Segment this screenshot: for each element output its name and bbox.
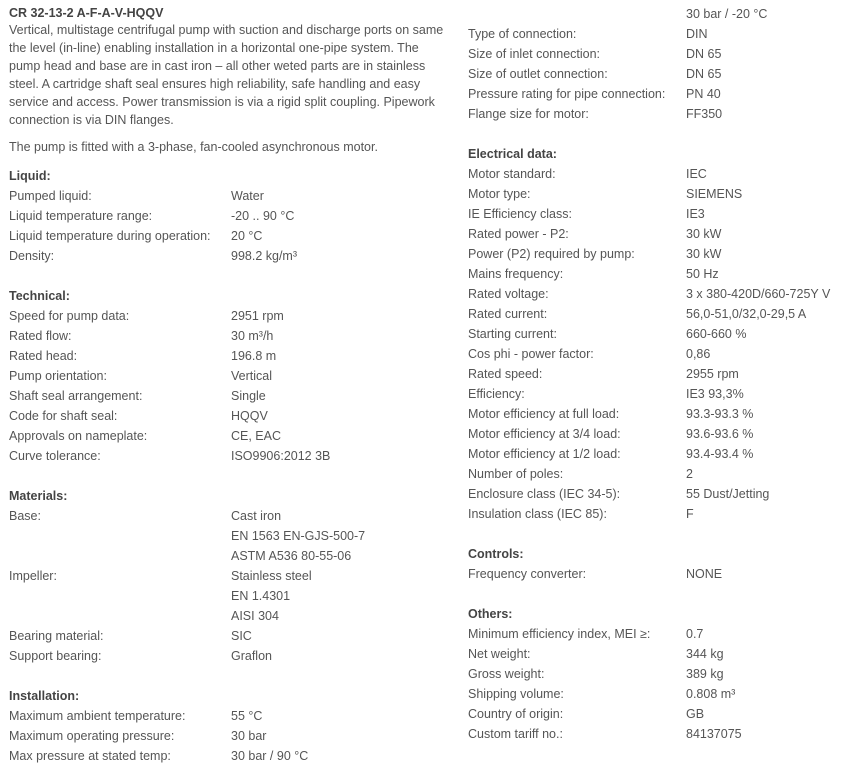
spec-label: Rated current:: [468, 307, 548, 321]
spec-row: [468, 204, 840, 224]
spec-label: Liquid temperature during operation:: [9, 229, 211, 243]
spec-value: EN 1.4301: [231, 589, 291, 603]
spec-row: [468, 104, 840, 124]
spec-label: [9, 606, 231, 626]
installation-section: [9, 686, 449, 766]
spec-value: 84137075: [686, 727, 742, 741]
spec-value: DN 65: [686, 47, 722, 61]
spec-row: [468, 164, 840, 184]
spec-label: Motor efficiency at 1/2 load:: [468, 447, 621, 461]
spec-label: Custom tariff no.:: [468, 727, 563, 741]
spec-label: Cos phi - power factor:: [468, 347, 594, 361]
spec-row: [9, 706, 449, 726]
liquid-section-title: Liquid:: [9, 169, 51, 183]
controls-section-title: Controls:: [468, 547, 524, 561]
spec-label: Gross weight:: [468, 667, 545, 681]
spec-row: [9, 546, 449, 566]
spec-label: Motor standard:: [468, 167, 556, 181]
spec-value: SIC: [231, 629, 252, 643]
spec-label: Base:: [9, 509, 41, 523]
others-section: [468, 604, 840, 744]
spec-value: Vertical: [231, 369, 272, 383]
spec-label: Liquid temperature range:: [9, 209, 153, 223]
spec-label: Net weight:: [468, 647, 531, 661]
spec-value: 30 bar / 90 °C: [231, 749, 309, 763]
installation-continued-section: [468, 4, 840, 124]
spec-label: [9, 546, 231, 566]
left-column: [9, 6, 449, 766]
spec-value: 0.808 m³: [686, 687, 736, 701]
electrical-section-title: Electrical data:: [468, 147, 557, 161]
spec-value: EN 1563 EN-GJS-500-7: [231, 529, 366, 543]
spec-label: Density:: [9, 249, 55, 263]
spec-label: Maximum operating pressure:: [9, 729, 175, 743]
spec-row: [9, 206, 449, 226]
spec-value: 93.3-93.3 %: [686, 407, 754, 421]
spec-label: Motor efficiency at full load:: [468, 407, 620, 421]
product-title: CR 32-13-2 A-F-A-V-HQQV: [9, 6, 164, 20]
spec-label: Power (P2) required by pump:: [468, 247, 635, 261]
spec-value: F: [686, 507, 694, 521]
spec-value: 0,86: [686, 347, 711, 361]
spec-label: Pumped liquid:: [9, 189, 92, 203]
spec-value: 93.4-93.4 %: [686, 447, 754, 461]
spec-row: [468, 304, 840, 324]
spec-label: Code for shaft seal:: [9, 409, 118, 423]
spec-value: HQQV: [231, 409, 268, 423]
spec-row: [468, 384, 840, 404]
materials-section-title: Materials:: [9, 489, 68, 503]
spec-row: [468, 264, 840, 284]
spec-value: DIN: [686, 27, 708, 41]
right-column: [468, 4, 840, 744]
materials-section: [9, 486, 449, 666]
spec-row: [468, 684, 840, 704]
spec-row: [468, 84, 840, 104]
spec-label: Approvals on nameplate:: [9, 429, 148, 443]
spec-label: Mains frequency:: [468, 267, 564, 281]
liquid-section: [9, 166, 449, 266]
spec-row: [9, 506, 449, 526]
spec-label: Shaft seal arrangement:: [9, 389, 143, 403]
spec-label: Number of poles:: [468, 467, 564, 481]
spec-row: [468, 484, 840, 504]
spec-label: Efficiency:: [468, 387, 525, 401]
spec-value: 93.6-93.6 %: [686, 427, 754, 441]
spec-value: 30 kW: [686, 247, 722, 261]
spec-row: [468, 664, 840, 684]
spec-value: Water: [231, 189, 264, 203]
spec-row: [9, 226, 449, 246]
motor-note: The pump is fitted with a 3-phase, fan-cooled asynchronous motor.: [9, 140, 378, 154]
spec-row: [468, 364, 840, 384]
spec-value: 2951 rpm: [231, 309, 284, 323]
spec-value: ASTM A536 80-55-06: [231, 549, 352, 563]
spec-value: Graflon: [231, 649, 272, 663]
spec-row: [9, 326, 449, 346]
spec-value: CE, EAC: [231, 429, 282, 443]
spec-value: 196.8 m: [231, 349, 277, 363]
spec-value: IE3: [686, 207, 705, 221]
spec-label: Shipping volume:: [468, 687, 564, 701]
spec-value: DN 65: [686, 67, 722, 81]
spec-row: [9, 606, 449, 626]
spec-row: [468, 24, 840, 44]
spec-value: 30 bar / -20 °C: [686, 7, 768, 21]
spec-value: AISI 304: [231, 609, 279, 623]
spec-label: IE Efficiency class:: [468, 207, 572, 221]
spec-value: 55 °C: [231, 709, 263, 723]
spec-row: [468, 344, 840, 364]
spec-row: [468, 564, 840, 584]
spec-row: [9, 726, 449, 746]
technical-section-title: Technical:: [9, 289, 70, 303]
spec-value: ISO9906:2012 3B: [231, 449, 331, 463]
spec-row: [468, 644, 840, 664]
spec-label: Rated flow:: [9, 329, 72, 343]
spec-value: 344 kg: [686, 647, 724, 661]
spec-label: Maximum ambient temperature:: [9, 709, 186, 723]
spec-row: [468, 704, 840, 724]
spec-row: [9, 346, 449, 366]
spec-row: [468, 224, 840, 244]
spec-row: [9, 246, 449, 266]
spec-value: NONE: [686, 567, 723, 581]
spec-row: [9, 746, 449, 766]
technical-section: [9, 286, 449, 466]
spec-value: 0.7: [686, 627, 704, 641]
spec-label: Frequency converter:: [468, 567, 587, 581]
spec-row: [468, 404, 840, 424]
spec-row: [9, 586, 449, 606]
spec-label: Support bearing:: [9, 649, 102, 663]
spec-label: Max pressure at stated temp:: [9, 749, 171, 763]
spec-value: PN 40: [686, 87, 721, 101]
spec-label: Enclosure class (IEC 34-5):: [468, 487, 621, 501]
electrical-section: [468, 144, 840, 524]
spec-value: Single: [231, 389, 266, 403]
product-description: Vertical, multistage centrifugal pump with suction and discharge ports on same the level (in-line) enabling installation in a horizontal one-pipe system. The pump head and base are in cast iron – all other weted parts are in stainless steel. A cartridge shaft seal ensures high reliability, safe handling and easy service and access. Power transmission is via a rigid split coupling. Pipework connection is via DIN flanges.: [9, 23, 444, 127]
spec-value: 30 m³/h: [231, 329, 274, 343]
spec-row: [9, 366, 449, 386]
spec-row: [468, 184, 840, 204]
spec-row: [468, 4, 840, 24]
spec-value: SIEMENS: [686, 187, 743, 201]
spec-row: [9, 646, 449, 666]
spec-row: [468, 64, 840, 84]
spec-row: [468, 284, 840, 304]
spec-value: 998.2 kg/m³: [231, 249, 298, 263]
spec-value: 3 x 380-420D/660-725Y V: [686, 287, 831, 301]
spec-row: [468, 424, 840, 444]
spec-value: -20 .. 90 °C: [231, 209, 295, 223]
spec-value: 660-660 %: [686, 327, 747, 341]
spec-row: [9, 626, 449, 646]
spec-label: Motor efficiency at 3/4 load:: [468, 427, 621, 441]
spec-value: Cast iron: [231, 509, 282, 523]
spec-label: [9, 526, 231, 546]
spec-label: Rated speed:: [468, 367, 543, 381]
spec-value: Stainless steel: [231, 569, 312, 583]
spec-row: [9, 526, 449, 546]
spec-label: Impeller:: [9, 569, 57, 583]
spec-row: [468, 444, 840, 464]
spec-label: Rated head:: [9, 349, 78, 363]
spec-row: [9, 406, 449, 426]
spec-label: Speed for pump data:: [9, 309, 130, 323]
spec-label: Size of outlet connection:: [468, 67, 608, 81]
spec-value: 20 °C: [231, 229, 263, 243]
spec-label: [9, 586, 231, 606]
spec-label: Flange size for motor:: [468, 107, 589, 121]
spec-value: FF350: [686, 107, 723, 121]
spec-label: Bearing material:: [9, 629, 104, 643]
spec-label: Starting current:: [468, 327, 557, 341]
spec-row: [468, 324, 840, 344]
spec-value: IEC: [686, 167, 707, 181]
spec-value: 2955 rpm: [686, 367, 739, 381]
spec-label: Country of origin:: [468, 707, 564, 721]
spec-label: Insulation class (IEC 85):: [468, 507, 607, 521]
spec-value: 55 Dust/Jetting: [686, 487, 770, 501]
spec-row: [468, 244, 840, 264]
spec-value: IE3 93,3%: [686, 387, 744, 401]
spec-value: GB: [686, 707, 705, 721]
installation-section-title: Installation:: [9, 689, 80, 703]
others-section-title: Others:: [468, 607, 513, 621]
spec-value: 30 bar: [231, 729, 267, 743]
spec-label: Rated voltage:: [468, 287, 549, 301]
spec-value: 56,0-51,0/32,0-29,5 A: [686, 307, 807, 321]
controls-section: [468, 544, 840, 584]
spec-row: [468, 44, 840, 64]
spec-row: [468, 464, 840, 484]
spec-label: Rated power - P2:: [468, 227, 569, 241]
spec-label: Type of connection:: [468, 27, 577, 41]
spec-value: 2: [686, 467, 693, 481]
spec-row: [9, 186, 449, 206]
spec-label: Pressure rating for pipe connection:: [468, 87, 666, 101]
spec-row: [9, 566, 449, 586]
spec-value: 30 kW: [686, 227, 722, 241]
spec-row: [468, 504, 840, 524]
spec-row: [9, 426, 449, 446]
spec-label: Motor type:: [468, 187, 531, 201]
spec-value: 389 kg: [686, 667, 724, 681]
spec-row: [9, 306, 449, 326]
spec-row: [468, 624, 840, 644]
spec-label: Pump orientation:: [9, 369, 107, 383]
spec-row: [468, 724, 840, 744]
spec-label: [468, 4, 686, 24]
spec-row: [9, 386, 449, 406]
spec-label: Minimum efficiency index, MEI ≥:: [468, 627, 651, 641]
spec-label: Size of inlet connection:: [468, 47, 601, 61]
spec-row: [9, 446, 449, 466]
spec-label: Curve tolerance:: [9, 449, 101, 463]
spec-value: 50 Hz: [686, 267, 719, 281]
